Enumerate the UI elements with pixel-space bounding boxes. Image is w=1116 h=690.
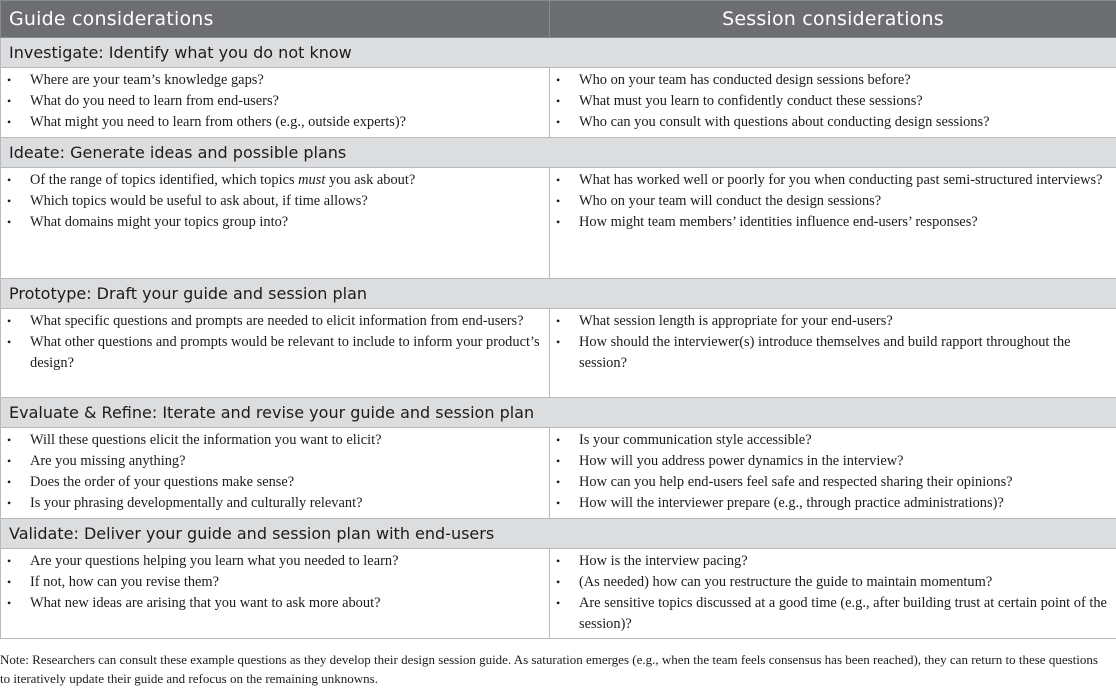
list-item: • What specific questions and prompts are needed to elicit information from end-users? [5,311,545,332]
list-item: • How might team members’ identities influence end-users’ responses? [554,212,1112,233]
session-list [554,70,1112,133]
bullet-icon: • [7,173,12,187]
guide-list [5,170,545,233]
bullet-icon: • [556,115,561,129]
bullet-icon: • [556,73,561,87]
bullet-icon: • [556,575,561,589]
bullet-icon: • [7,94,12,108]
bullet-icon: • [7,194,12,208]
list-item: • How will the interviewer prepare (e.g., through practice administrations)? [554,493,1112,514]
list-item: • What domains might your topics group into? [5,212,545,233]
table-header-row [1,1,1116,38]
list-item: • Does the order of your questions make sense? [5,472,545,493]
bullet-icon: • [7,335,12,349]
section-row-investigate [1,68,1116,138]
section-header-validate [1,519,1116,549]
list-item: • Who on your team will conduct the design sessions? [554,191,1112,212]
bullet-icon: • [7,433,12,447]
list-item: • How is the interview pacing? [554,551,1112,572]
bullet-icon: • [7,475,12,489]
guide-cell [1,168,550,279]
must-question-text: Of the range of topics identified, which topics must you ask about? [30,172,416,188]
guide-cell [1,68,550,138]
section-header-investigate [1,38,1116,68]
section-row-validate [1,549,1116,639]
list-item: • Will these questions elicit the information you want to elicit? [5,430,545,451]
session-cell [550,68,1116,138]
header-guide-considerations: Guide considerations [1,1,550,38]
bullet-icon: • [7,554,12,568]
list-item: • Which topics would be useful to ask about, if time allows? [5,191,545,212]
session-list [554,311,1112,374]
bullet-icon: • [556,496,561,510]
header-session-considerations: Session considerations [550,1,1116,38]
session-cell [550,549,1116,639]
guide-cell [1,428,550,519]
guide-cell [1,549,550,639]
bullet-icon: • [556,454,561,468]
guide-list [5,311,545,374]
list-item: • Who can you consult with questions about conducting design sessions? [554,112,1112,133]
guide-list [5,70,545,133]
list-item: • Is your phrasing developmentally and culturally relevant? [5,493,545,514]
list-item: • Where are your team’s knowledge gaps? [5,70,545,91]
bullet-icon: • [556,335,561,349]
session-list [554,430,1112,514]
list-item: • If not, how can you revise them? [5,572,545,593]
section-title: Investigate: Identify what you do not know [1,38,1116,68]
section-title: Prototype: Draft your guide and session plan [1,279,1116,309]
list-item: • Who on your team has conducted design sessions before? [554,70,1112,91]
bullet-icon: • [556,314,561,328]
list-item: • What might you need to learn from others (e.g., outside experts)? [5,112,545,133]
section-header-ideate [1,138,1116,168]
list-item: • How will you address power dynamics in the interview? [554,451,1112,472]
bullet-icon: • [556,173,561,187]
session-cell [550,428,1116,519]
guide-list [5,430,545,514]
list-item: • Are sensitive topics discussed at a good time (e.g., after building trust at certain point of the session)? [556,595,1107,632]
list-item: • Is your communication style accessible? [554,430,1112,451]
section-row-prototype [1,309,1116,398]
table-note: Note: Researchers can consult these example questions as they develop their design session guide. As saturation emerges (e.g., when the team feels consensus has been reached), they can return to these questions to iteratively update their guide and refocus on the remaining unknowns. [0,652,1098,686]
list-item: • What do you need to learn from end-users? [5,91,545,112]
bullet-icon: • [556,433,561,447]
list-item: • What has worked well or poorly for you when conducting past semi-structured interviews? [554,170,1112,191]
list-item: • Are you missing anything? [5,451,545,472]
list-item: • What other questions and prompts would be relevant to include to inform your product’s design? [7,334,540,371]
bullet-icon: • [556,475,561,489]
bullet-icon: • [556,554,561,568]
section-header-evaluate-refine [1,398,1116,428]
bullet-icon: • [7,596,12,610]
bullet-icon: • [7,314,12,328]
section-row-ideate [1,168,1116,279]
bullet-icon: • [7,215,12,229]
guide-list [5,551,545,614]
list-item: • (As needed) how can you restructure the guide to maintain momentum? [554,572,1112,593]
bullet-icon: • [7,575,12,589]
section-header-prototype [1,279,1116,309]
list-item: • What session length is appropriate for your end-users? [554,311,1112,332]
list-item: • How should the interviewer(s) introduce themselves and build rapport throughout the session? [556,334,1071,371]
session-cell [550,168,1116,279]
section-title: Ideate: Generate ideas and possible plans [1,138,1116,168]
bullet-icon: • [7,115,12,129]
session-list [554,170,1112,233]
session-list [554,551,1112,635]
section-title: Validate: Deliver your guide and session plan with end-users [1,519,1116,549]
session-cell [550,309,1116,398]
section-row-evaluate-refine [1,428,1116,519]
bullet-icon: • [7,496,12,510]
guide-cell [1,309,550,398]
bullet-icon: • [556,94,561,108]
bullet-icon: • [7,73,12,87]
list-item: • What new ideas are arising that you want to ask more about? [5,593,545,614]
section-title: Evaluate & Refine: Iterate and revise your guide and session plan [1,398,1116,428]
list-item: • Are your questions helping you learn what you needed to learn? [5,551,545,572]
bullet-icon: • [556,596,561,610]
list-item: • What must you learn to confidently conduct these sessions? [554,91,1112,112]
bullet-icon: • [556,194,561,208]
list-item [5,170,545,191]
list-item: • How can you help end-users feel safe and respected sharing their opinions? [554,472,1112,493]
bullet-icon: • [7,454,12,468]
bullet-icon: • [556,215,561,229]
